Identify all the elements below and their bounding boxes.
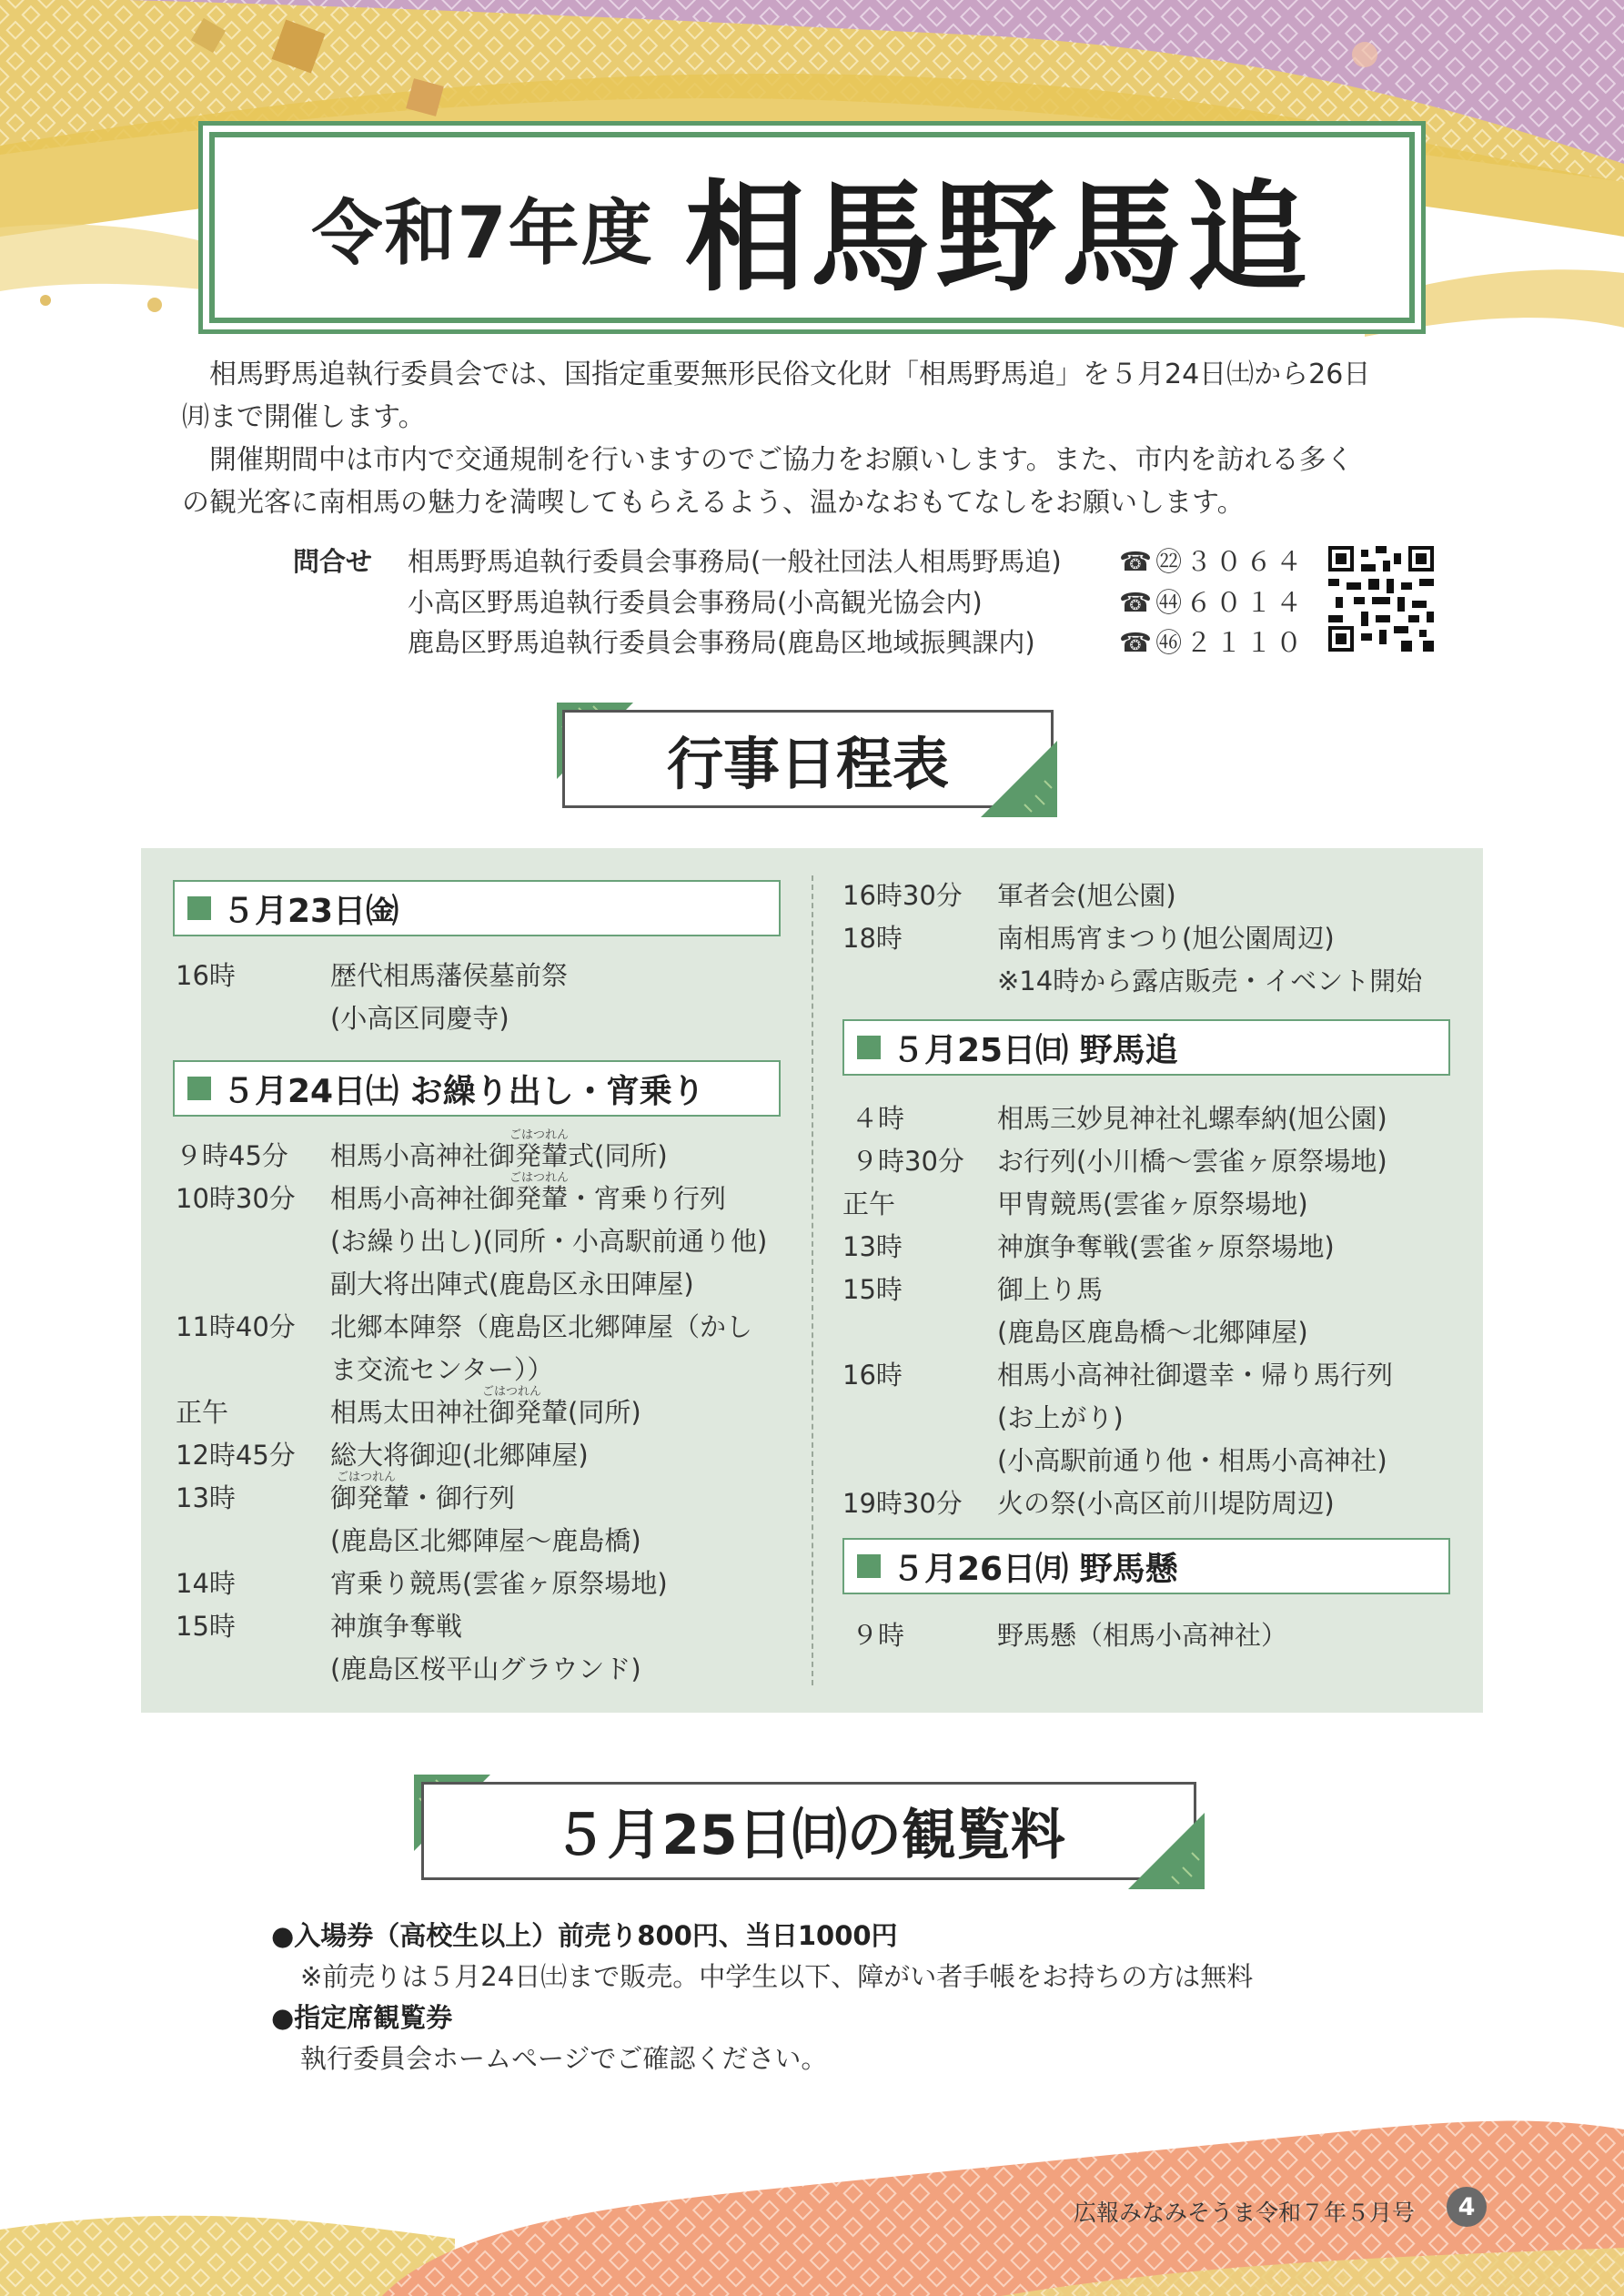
publication-name: 広報みなみそうま令和７年５月号 [1074, 2200, 1416, 2226]
event-desc: 相馬三妙見神社礼螺奉納(旭公園) [997, 1103, 1387, 1134]
square-bullet-icon [187, 1077, 211, 1100]
intro-line: 開催期間中は市内で交通規制を行いますのでご協力をお願いします。また、市内を訪れる多く [209, 444, 1354, 476]
event-desc: 御発輦・御行列 [330, 1482, 516, 1513]
event-time: 14時 [176, 1568, 236, 1599]
event-desc: ま交流センター）） [330, 1354, 554, 1385]
day-title: ５月24日㈯ お繰り出し・宵乗り [222, 1072, 705, 1110]
event-desc: (小高区同慶寺) [330, 1003, 509, 1034]
title-year: 令和7年度 [311, 193, 654, 275]
intro-line: 相馬野馬追執行委員会では、国指定重要無形民俗文化財「相馬野馬追」を５月24日㈯から26日 [209, 359, 1371, 390]
contact-label: 問合せ [293, 546, 373, 577]
event-time: 16時30分 [842, 880, 963, 911]
square-bullet-icon [857, 1554, 881, 1578]
event-desc: 火の祭(小高区前川堤防周辺) [997, 1488, 1335, 1519]
event-desc: 甲冑競馬(雲雀ヶ原祭場地) [997, 1188, 1308, 1219]
event-desc: ※14時から露店販売・イベント開始 [997, 966, 1423, 996]
event-desc: 南相馬宵まつり(旭公園周辺) [997, 923, 1335, 954]
seat-title: ●指定席観覧券 [271, 2002, 453, 2033]
event-desc: (鹿島区北郷陣屋～鹿島橋) [330, 1525, 641, 1556]
event-desc: 御上り馬 [997, 1274, 1104, 1305]
ticket-note: ※前売りは５月24日㈯まで販売。中学生以下、障がい者手帳をお持ちの方は無料 [300, 1961, 1254, 1992]
contact-office: 相馬野馬追執行委員会事務局(一般社団法人相馬野馬追) [408, 546, 1062, 577]
event-desc: 総大将御迎(北郷陣屋) [330, 1440, 589, 1471]
event-time: 16時 [176, 960, 236, 991]
day-title: ５月25日㈰ 野馬追 [892, 1031, 1178, 1069]
event-desc: (鹿島区鹿島橋～北郷陣屋) [997, 1317, 1308, 1348]
square-bullet-icon [187, 896, 211, 920]
event-desc: 野馬懸（相馬小高神社） [997, 1620, 1288, 1651]
day-heading-0523 [173, 880, 781, 936]
event-desc: 軍者会(旭公園) [997, 880, 1176, 911]
event-time: 12時45分 [176, 1440, 296, 1471]
event-desc: 神旗争奪戦 [330, 1611, 463, 1642]
intro-paragraph [182, 353, 1447, 524]
event-desc: 相馬小高神社御発輦・宵乗り行列 [330, 1183, 727, 1214]
event-desc: 宵乗り競馬(雲雀ヶ原祭場地) [330, 1568, 668, 1599]
square-bullet-icon [857, 1036, 881, 1059]
corner-ornament [1128, 1813, 1205, 1889]
ruby-text: ごはつれん [509, 1128, 570, 1142]
event-desc: (鹿島区桜平山グラウンド) [330, 1654, 641, 1684]
event-time: 18時 [842, 923, 903, 954]
contact-office: 鹿島区野馬追執行委員会事務局(鹿島区地域振興課内) [408, 627, 1035, 658]
day-heading-0525 [842, 1019, 1450, 1076]
event-time: ９時30分 [852, 1146, 964, 1177]
event-time: 15時 [176, 1611, 236, 1642]
ruby-text: ごはつれん [482, 1385, 542, 1399]
event-time: 13時 [842, 1231, 903, 1262]
event-desc: お行列(小川橋～雲雀ヶ原祭場地) [997, 1146, 1387, 1177]
event-time: 19時30分 [842, 1488, 963, 1519]
event-desc: 相馬小高神社御還幸・帰り馬行列 [997, 1360, 1394, 1391]
event-time: ４時 [852, 1103, 905, 1134]
event-desc: 北郷本陣祭（鹿島区北郷陣屋（かし [330, 1311, 753, 1342]
day-title: ５月23日㈮ [222, 892, 399, 930]
intro-line: ㈪まで開催します。 [182, 401, 426, 433]
day-heading-0524 [173, 1060, 781, 1117]
event-desc: 相馬太田神社御発輦(同所) [330, 1397, 641, 1428]
event-time: 11時40分 [176, 1311, 296, 1342]
ticket-title: ●入場券（高校生以上）前売り800円、当日1000円 [271, 1920, 898, 1951]
event-time: 13時 [176, 1482, 236, 1513]
admission-heading: ５月25日㈰の観覧料 [421, 1782, 1196, 1880]
ruby-text: ごはつれん [509, 1171, 570, 1185]
event-desc: 歴代相馬藩侯墓前祭 [330, 960, 569, 991]
column-divider [812, 875, 813, 1685]
day-title: ５月26日㈪ 野馬懸 [892, 1550, 1178, 1588]
corner-ornament [981, 741, 1057, 817]
intro-line: の観光客に南相馬の魅力を満喫してもらえるよう、温かなおもてなしをお願いします。 [182, 487, 1245, 519]
contact-tel: ☎㉒３０６４ [1119, 546, 1306, 577]
contact-tel: ☎㊹６０１４ [1119, 587, 1306, 618]
event-time: 正午 [842, 1188, 896, 1219]
seat-note: 執行委員会ホームページでご確認ください。 [300, 2043, 828, 2074]
event-time: 15時 [842, 1274, 903, 1305]
event-time: 10時30分 [176, 1183, 296, 1214]
event-time: 16時 [842, 1360, 903, 1391]
qr-code[interactable] [1328, 546, 1434, 652]
event-desc: (お繰り出し)(同所・小高駅前通り他) [330, 1226, 768, 1257]
page-title: 相馬野馬追 [684, 168, 1313, 308]
event-time: 正午 [176, 1397, 229, 1428]
ruby-text: ごはつれん [337, 1471, 397, 1484]
page-number: 4 [1447, 2187, 1487, 2227]
title-banner [209, 132, 1415, 323]
event-desc: 副大将出陣式(鹿島区永田陣屋) [330, 1269, 694, 1300]
contact-office: 小高区野馬追執行委員会事務局(小高観光協会内) [408, 587, 983, 618]
event-desc: 神旗争奪戦(雲雀ヶ原祭場地) [997, 1231, 1335, 1262]
contact-tel: ☎㊻２１１０ [1119, 627, 1306, 658]
event-desc: (お上がり) [997, 1402, 1124, 1433]
event-desc: (小高駅前通り他・相馬小高神社) [997, 1445, 1387, 1476]
schedule-heading: 行事日程表 [562, 710, 1054, 808]
event-time: ９時 [852, 1620, 905, 1651]
event-time: ９時45分 [176, 1140, 288, 1171]
day-heading-0526 [842, 1538, 1450, 1594]
event-desc: 相馬小高神社御発輦式(同所) [330, 1140, 668, 1171]
